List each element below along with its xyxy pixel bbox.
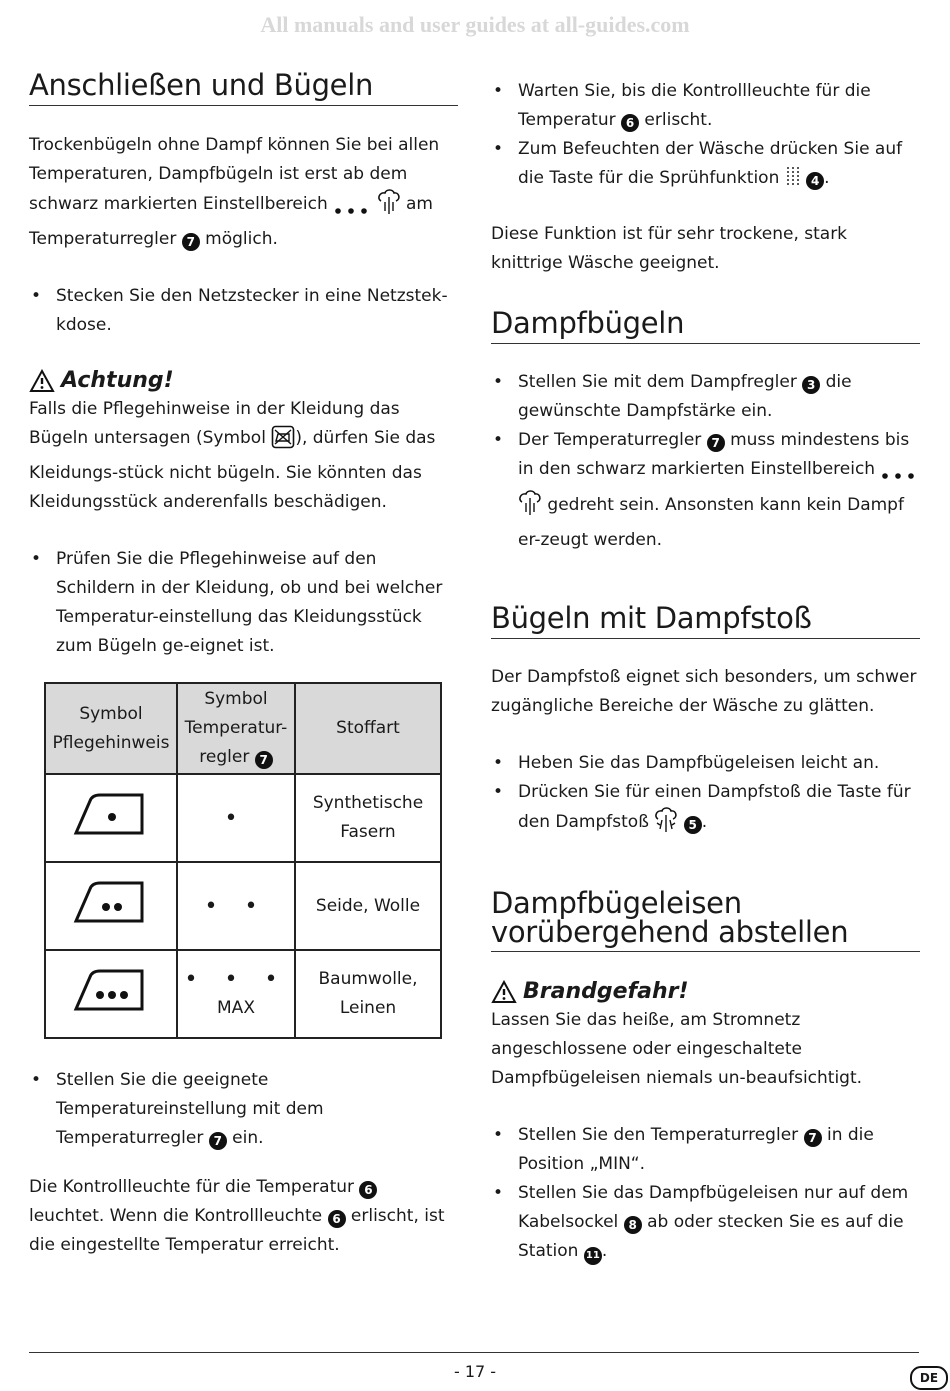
ref-number: 6 [621, 114, 639, 132]
list-item [491, 77, 920, 135]
language-badge: DE [910, 1366, 948, 1390]
intro-text-a: Trockenbügeln ohne Dampf können Sie bei allen Temperaturen, Dampfbügeln ist erst ab dem schwarz markierten Einstellbereich [29, 135, 440, 214]
warning-text-b: ), dürfen Sie das Kleidungs-stück nicht bügeln. Sie könnten das Kleidungsstück anderenfalls beschädigen. [29, 428, 436, 512]
table-cell: Synthetische Fasern [295, 774, 441, 862]
heading-line: Dampfbügeleisen [491, 886, 742, 920]
no-iron-symbol-icon [271, 425, 295, 459]
list-item-text: Drücken Sie für einen Dampfstoß die Taste für den Dampfstoß [518, 782, 911, 832]
burst-text: Der Dampfstoß eignet sich besonders, um schwer zugängliche Bereiche der Wäsche zu glätten. [491, 667, 917, 716]
list-item-text: Stellen Sie das Dampfbügeleisen nur auf dem Kabelsockel [518, 1183, 909, 1232]
table-header: Symbol Pflegehinweis [45, 683, 177, 774]
steam-icon [518, 490, 542, 526]
ref-number: 4 [806, 172, 824, 190]
temperature-dots: • [224, 805, 248, 831]
bullet-list [491, 1121, 920, 1266]
ref-number: 7 [707, 434, 725, 452]
temperature-dots: • • [204, 893, 268, 919]
section-heading-park [491, 886, 920, 952]
table-row [45, 774, 441, 862]
lamp-text-a: Die Kontrollleuchte für die Temperatur [29, 1177, 355, 1197]
list-item-text: Stellen Sie den Temperaturregler [518, 1125, 799, 1145]
footer-divider [29, 1352, 919, 1353]
iron-three-dots-icon [45, 950, 177, 1038]
dry-note: Diese Funktion ist für sehr trockene, stark knittrige Wäsche geeignet. [491, 224, 848, 273]
list-item-text: Warten Sie, bis die Kontrollleuchte für die Temperatur [518, 81, 871, 130]
table-row [45, 862, 441, 950]
danger-title: Brandgefahr! [523, 979, 689, 1004]
table-cell [177, 862, 295, 950]
max-label: MAX [217, 998, 255, 1018]
list-item-text: Der Temperaturregler [518, 430, 702, 450]
list-item-text: erlischt. [644, 110, 713, 130]
ref-number: 7 [182, 233, 200, 251]
lamp-text-c: erlischt, ist die eingestellte Temperatur erreicht. [29, 1206, 445, 1255]
list-item-text: Stellen Sie mit dem Dampfregler [518, 372, 797, 392]
steam-burst-icon [654, 807, 678, 843]
list-item [491, 1121, 920, 1179]
iron-one-dot-icon [45, 774, 177, 862]
table-row [45, 950, 441, 1038]
bullet-list [29, 545, 458, 661]
warning-heading [29, 367, 458, 395]
bullet-list [491, 749, 920, 843]
intro-paragraph [29, 131, 458, 254]
intro-text-c: möglich. [205, 229, 278, 249]
page-number: - 17 - [453, 1362, 497, 1381]
list-item-text: Stellen Sie die geeignete Temperatureinstellung mit dem Temperaturregler [56, 1070, 324, 1148]
list-item [29, 1066, 458, 1153]
danger-heading [491, 978, 920, 1006]
lamp-text-b: leuchtet. Wenn die Kontrollleuchte [29, 1206, 323, 1226]
list-item: • Heben Sie das Dampfbügeleisen leicht an. [491, 749, 920, 778]
table-header-text: Symbol Temperatur-regler [184, 689, 288, 767]
list-item-text: ab oder stecken Sie es auf die Station [518, 1212, 904, 1261]
list-item-text: in die Position „MIN“. [518, 1125, 874, 1174]
dots-icon [880, 461, 918, 490]
warning-text [29, 395, 458, 517]
list-item: • Prüfen Sie die Pflegehinweise auf den Schildern in der Kleidung, ob und bei welcher Temperatur-einstellung das Kleidungsstück zum Bügeln ge-eignet ist. [29, 545, 458, 661]
table-cell: Baumwolle, Leinen [295, 950, 441, 1038]
danger-text: Lassen Sie das heiße, am Stromnetz angeschlossene oder eingeschaltete Dampfbügeleisen niemals un-beaufsichtigt. [491, 1010, 863, 1088]
ref-number: 3 [802, 376, 820, 394]
bullet-list [29, 1066, 458, 1153]
steam-icon [377, 189, 401, 225]
table-cell [177, 774, 295, 862]
ref-number: 7 [209, 1132, 227, 1150]
warning-title: Achtung! [61, 368, 174, 393]
intro-text-b: am Temperaturregler [29, 194, 433, 249]
section-heading-burst: Bügeln mit Dampfstoß [491, 603, 920, 639]
list-item: • Stellen Sie das Dampfbügeleisen nur auf dem Kabelsockel 8 ab oder stecken Sie es auf die Station 11 . [491, 1179, 920, 1266]
warning-triangle-icon [29, 369, 55, 393]
list-item: • Drücken Sie für einen Dampfstoß die Taste für den Dampfstoß 5 . [491, 778, 920, 843]
list-item-text: die gewünschte Dampfstärke ein. [518, 372, 852, 421]
heading-line: vorübergehend abstellen [491, 915, 849, 949]
ref-number: 11 [584, 1247, 602, 1265]
ref-number: 7 [804, 1129, 822, 1147]
right-column [491, 77, 920, 1266]
care-symbol-table [44, 682, 442, 1039]
bullet-list [491, 368, 920, 555]
ref-number: 8 [624, 1216, 642, 1234]
table-cell: Seide, Wolle [295, 862, 441, 950]
ref-number: 7 [255, 751, 273, 769]
list-item [491, 426, 920, 555]
iron-two-dots-icon [45, 862, 177, 950]
list-item-text: gedreht sein. Ansonsten kann kein Dampf er-zeugt werden. [518, 495, 904, 550]
list-item [491, 368, 920, 426]
table-header: Stoffart [295, 683, 441, 774]
section-heading-steam: Dampfbügeln [491, 308, 920, 344]
temperature-dots: • • • [184, 967, 288, 992]
spray-icon [785, 165, 801, 199]
table-header-row [45, 683, 441, 774]
left-column [29, 70, 458, 1260]
section-heading-connect: Anschließen und Bügeln [29, 70, 458, 106]
ref-number: 5 [684, 816, 702, 834]
bullet-list [491, 77, 920, 199]
list-item-text: ein. [232, 1128, 264, 1148]
table-cell [177, 950, 295, 1038]
watermark: All manuals and user guides at all-guides.com [260, 12, 690, 37]
ref-number: 6 [328, 1210, 346, 1228]
list-item-text: Zum Befeuchten der Wäsche drücken Sie auf die Taste für die Sprühfunktion [518, 139, 903, 188]
dots-icon [333, 196, 371, 225]
bullet-list [29, 282, 458, 340]
table-header [177, 683, 295, 774]
warning-triangle-icon [491, 980, 517, 1004]
list-item: • Zum Befeuchten der Wäsche drücken Sie auf die Taste für die Sprühfunktion 4 . [491, 135, 920, 199]
ref-number: 6 [359, 1181, 377, 1199]
lamp-paragraph [29, 1173, 458, 1260]
warning-text-a: Falls die Pflegehinweise in der Kleidung das Bügeln untersagen (Symbol [29, 399, 400, 448]
list-item: • Stecken Sie den Netzstecker in eine Netzstek-kdose. [29, 282, 458, 340]
list-item-text: muss mindestens bis in den schwarz markierten Einstellbereich [518, 430, 910, 479]
